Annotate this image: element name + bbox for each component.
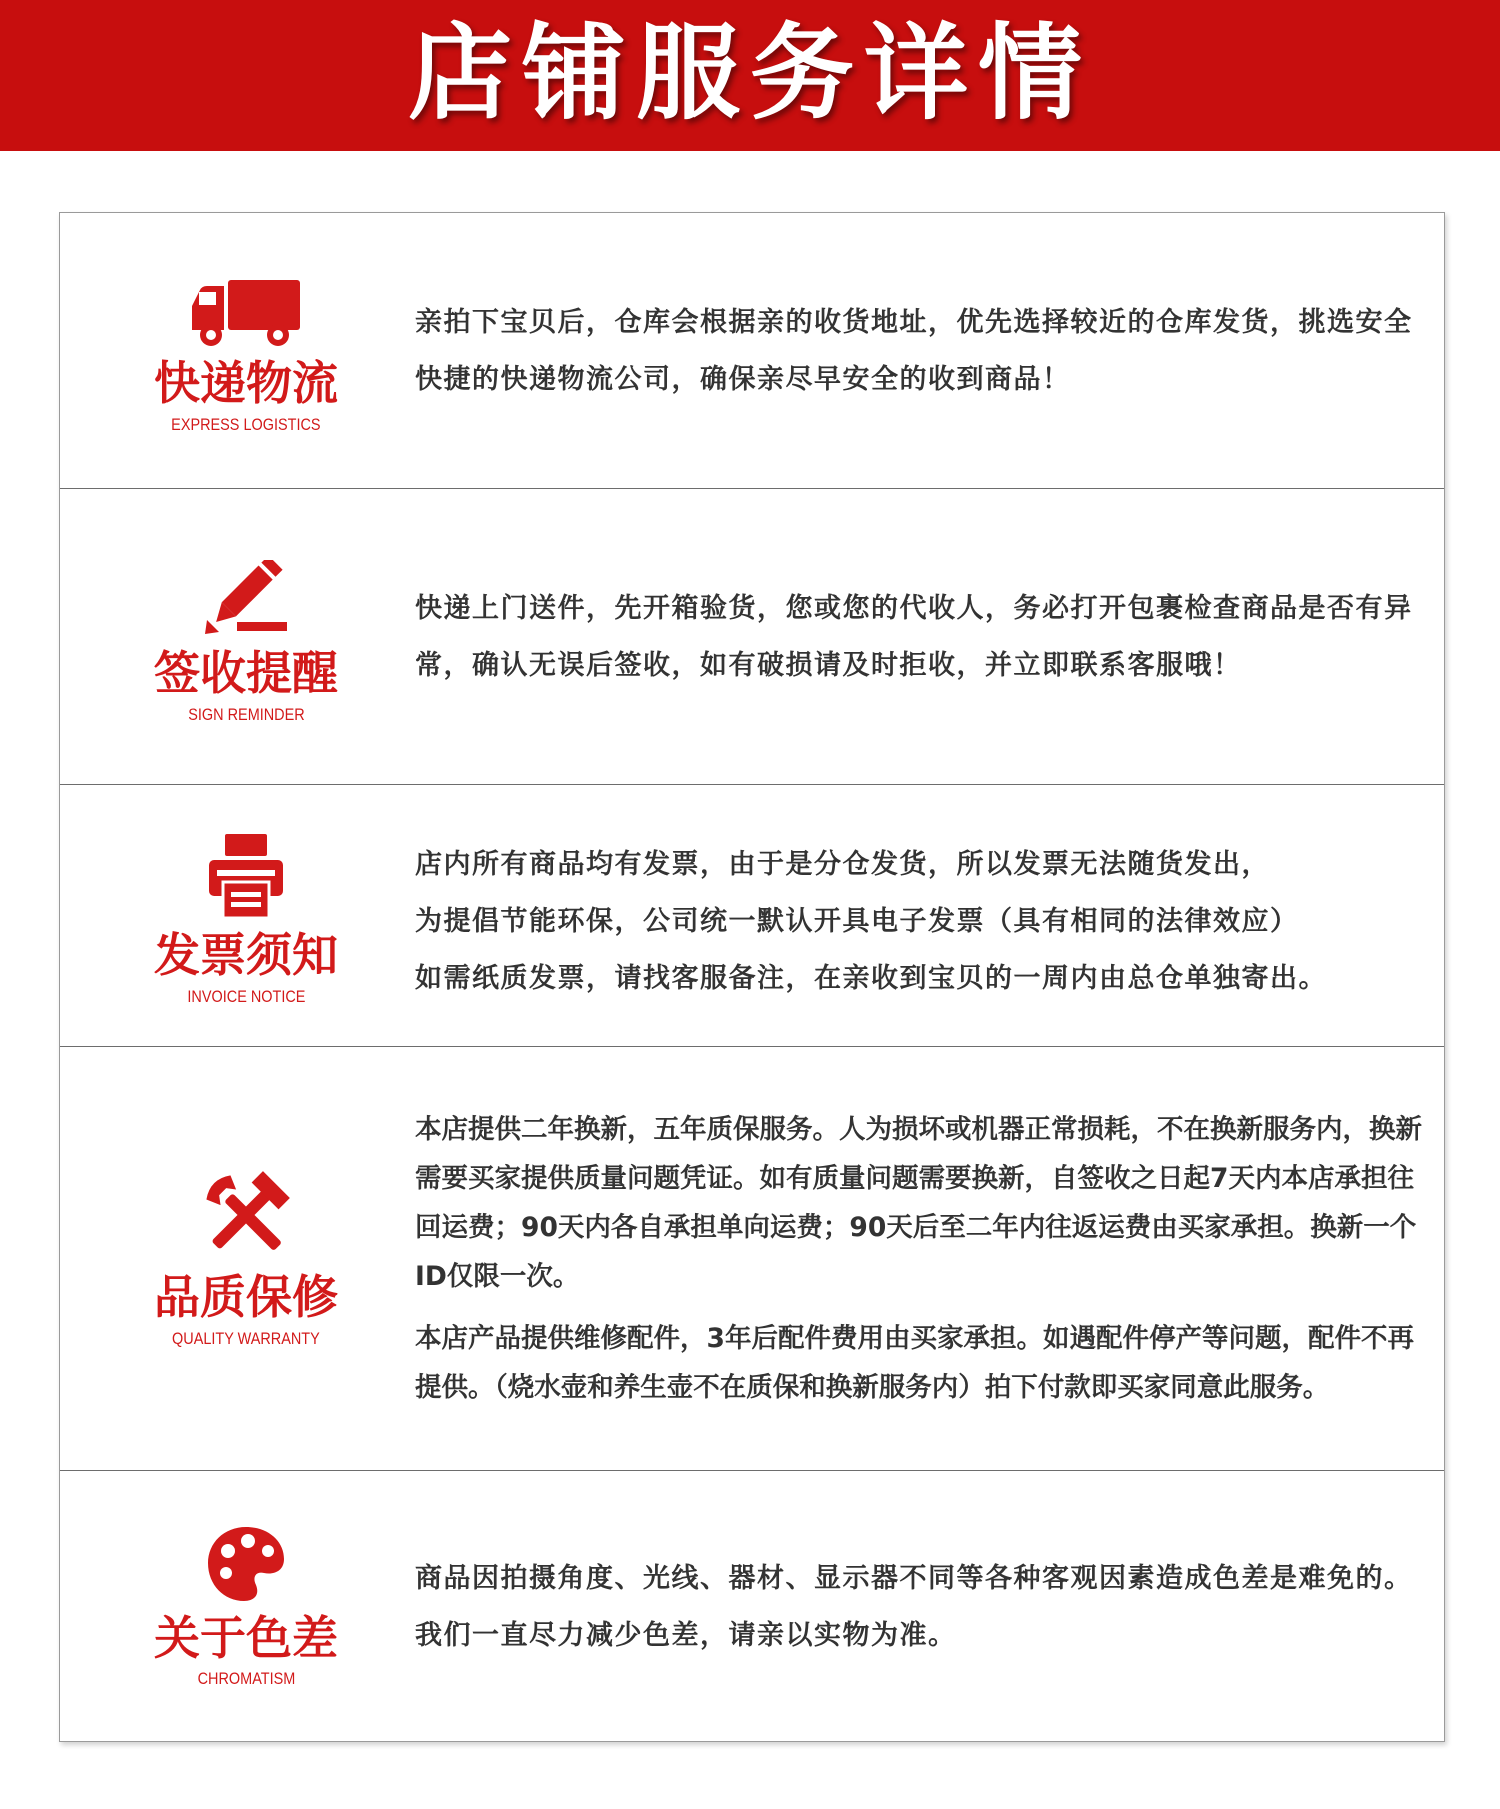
section-label <box>60 213 432 494</box>
palette-icon <box>206 1525 286 1603</box>
pen-sign-icon <box>203 560 289 638</box>
section-express-logistics <box>60 213 1444 489</box>
title-en: INVOICE NOTICE <box>186 986 306 1006</box>
service-panel <box>59 212 1445 1742</box>
section-text <box>415 489 1424 784</box>
paragraph: 商品因拍摄角度、光线、器材、显示器不同等各种客观因素造成色差是难免的。我们一直尽力减少色差，请亲以实物为准。 <box>415 1563 1413 1651</box>
section-sign-reminder <box>60 489 1444 785</box>
section-quality-warranty <box>60 1047 1444 1471</box>
paragraph: 本店提供二年换新，五年质保服务。人为损坏或机器正常损耗，不在换新服务内，换新需要买家提供质量问题凭证。如有质量问题需要换新，自签收之日起7天内本店承担往回运费；90天内各自承担单向运费；90天后至二年内往返运费由买家承担。换新一个ID仅限一次。 <box>415 1114 1422 1292</box>
section-text <box>415 1471 1424 1743</box>
title-cn: 品质保修 <box>154 1270 338 1324</box>
section-label <box>60 1471 432 1743</box>
paragraph: 亲拍下宝贝后，仓库会根据亲的收货地址，优先选择较近的仓库发货，挑选安全快捷的快递物流公司，确保亲尽早安全的收到商品！ <box>415 306 1413 395</box>
paragraph: 为提倡节能环保，公司统一默认开具电子发票（具有相同的法律效应） <box>415 906 1299 937</box>
section-label <box>60 785 432 1050</box>
section-label <box>60 1047 432 1470</box>
section-text <box>415 213 1424 488</box>
title-en: EXPRESS LOGISTICS <box>171 414 321 434</box>
title-en: SIGN REMINDER <box>187 704 305 724</box>
paragraph: 本店产品提供维修配件，3年后配件费用由买家承担。如遇配件停产等问题，配件不再提供。（烧水壶和养生壶不在质保和换新服务内）拍下付款即买家同意此服务。 <box>415 1323 1414 1403</box>
section-text <box>415 1047 1424 1470</box>
section-text <box>415 785 1424 1052</box>
section-label <box>60 489 432 790</box>
paragraph: 店内所有商品均有发票，由于是分仓发货，所以发票无法随货发出， <box>415 849 1270 880</box>
truck-icon <box>190 278 302 348</box>
title-cn: 快递物流 <box>154 356 338 410</box>
title-en: CHROMATISM <box>197 1669 295 1689</box>
page-title: 店铺服务详情 <box>407 11 1092 134</box>
printer-icon <box>207 832 285 920</box>
section-invoice-notice <box>60 785 1444 1047</box>
title-cn: 关于色差 <box>154 1610 338 1665</box>
title-cn: 签收提醒 <box>154 646 338 700</box>
section-chromatism <box>60 1471 1444 1743</box>
title-en: QUALITY WARRANTY <box>172 1328 320 1348</box>
tools-icon <box>199 1168 293 1262</box>
paragraph: 快递上门送件，先开箱验货，您或您的代收人，务必打开包裹检查商品是否有异常，确认无误后签收，如有破损请及时拒收，并立即联系客服哦！ <box>415 592 1413 681</box>
paragraph: 如需纸质发票，请找客服备注，在亲收到宝贝的一周内由总仓单独寄出。 <box>415 963 1327 994</box>
header-banner <box>0 0 1500 151</box>
title-cn: 发票须知 <box>154 928 338 982</box>
